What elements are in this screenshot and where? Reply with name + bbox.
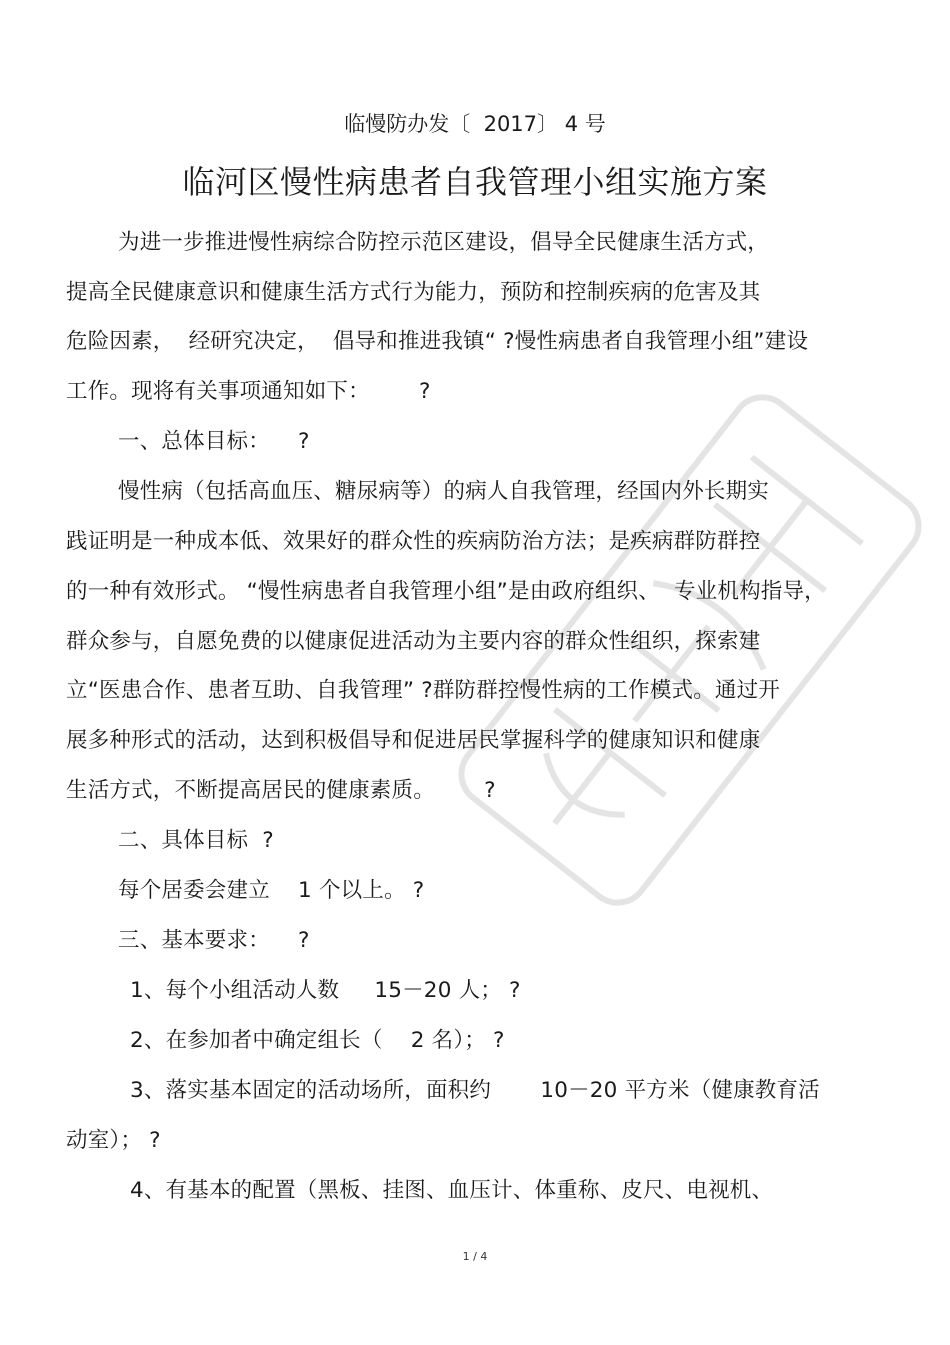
page-number: 1 / 4 [462, 1250, 488, 1263]
list-item: 1、每个小组活动人数 15－20 人； ? [130, 978, 521, 1003]
paragraph-line: 立“医患合作、患者互助、自我管理” ?群防群控慢性病的工作模式。通过开 [66, 678, 781, 703]
list-item-continuation: 动室）； ? [66, 1128, 161, 1153]
paragraph-line: 生活方式，不断提高居民的健康素质。 ? [66, 778, 496, 803]
paragraph-line: 为进一步推进慢性病综合防控示范区建设，倡导全民健康生活方式， [118, 230, 770, 255]
paragraph-line: 每个居委会建立 1 个以上。 ? [118, 878, 425, 903]
paragraph-line: 提高全民健康意识和健康生活方式行为能力，预防和控制疾病的危害及其 [66, 280, 761, 305]
paragraph-line: 危险因素， 经研究决定， 倡导和推进我镇“ ?慢性病患者自我管理小组”建设 [66, 329, 809, 354]
paragraph-line: 的一种有效形式。 “慢性病患者自我管理小组”是由政府组织、 专业机构指导， [66, 579, 826, 604]
paragraph-line: 工作。现将有关事项通知如下： ? [66, 379, 431, 404]
paragraph-line: 展多种形式的活动，达到积极倡导和促进居民掌握科学的健康知识和健康 [66, 728, 761, 753]
paragraph-line: 慢性病（包括高血压、糖尿病等）的病人自我管理，经国内外长期实 [118, 479, 770, 504]
section-heading: 一、总体目标： ? [118, 429, 310, 454]
document-title: 临河区慢性病患者自我管理小组实施方案 [182, 163, 768, 201]
list-item: 4、有基本的配置（黑板、挂图、血压计、体重称、皮尺、电视机、 [130, 1178, 774, 1203]
section-heading: 二、具体目标 ? [118, 828, 274, 853]
list-item: 3、落实基本固定的活动场所，面积约 10－20 平方米（健康教育活 [130, 1078, 820, 1103]
section-heading: 三、基本要求： ? [118, 928, 310, 953]
document-number: 临慢防办发〔 2017〕 4 号 [344, 112, 606, 136]
list-item: 2、在参加者中确定组长（ 2 名）； ? [130, 1028, 505, 1053]
paragraph-line: 践证明是一种成本低、效果好的群众性的疾病防治方法；是疾病群防群控 [66, 529, 761, 554]
paragraph-line: 群众参与，自愿免费的以健康促进活动为主要内容的群众性组织，探索建 [66, 629, 761, 654]
